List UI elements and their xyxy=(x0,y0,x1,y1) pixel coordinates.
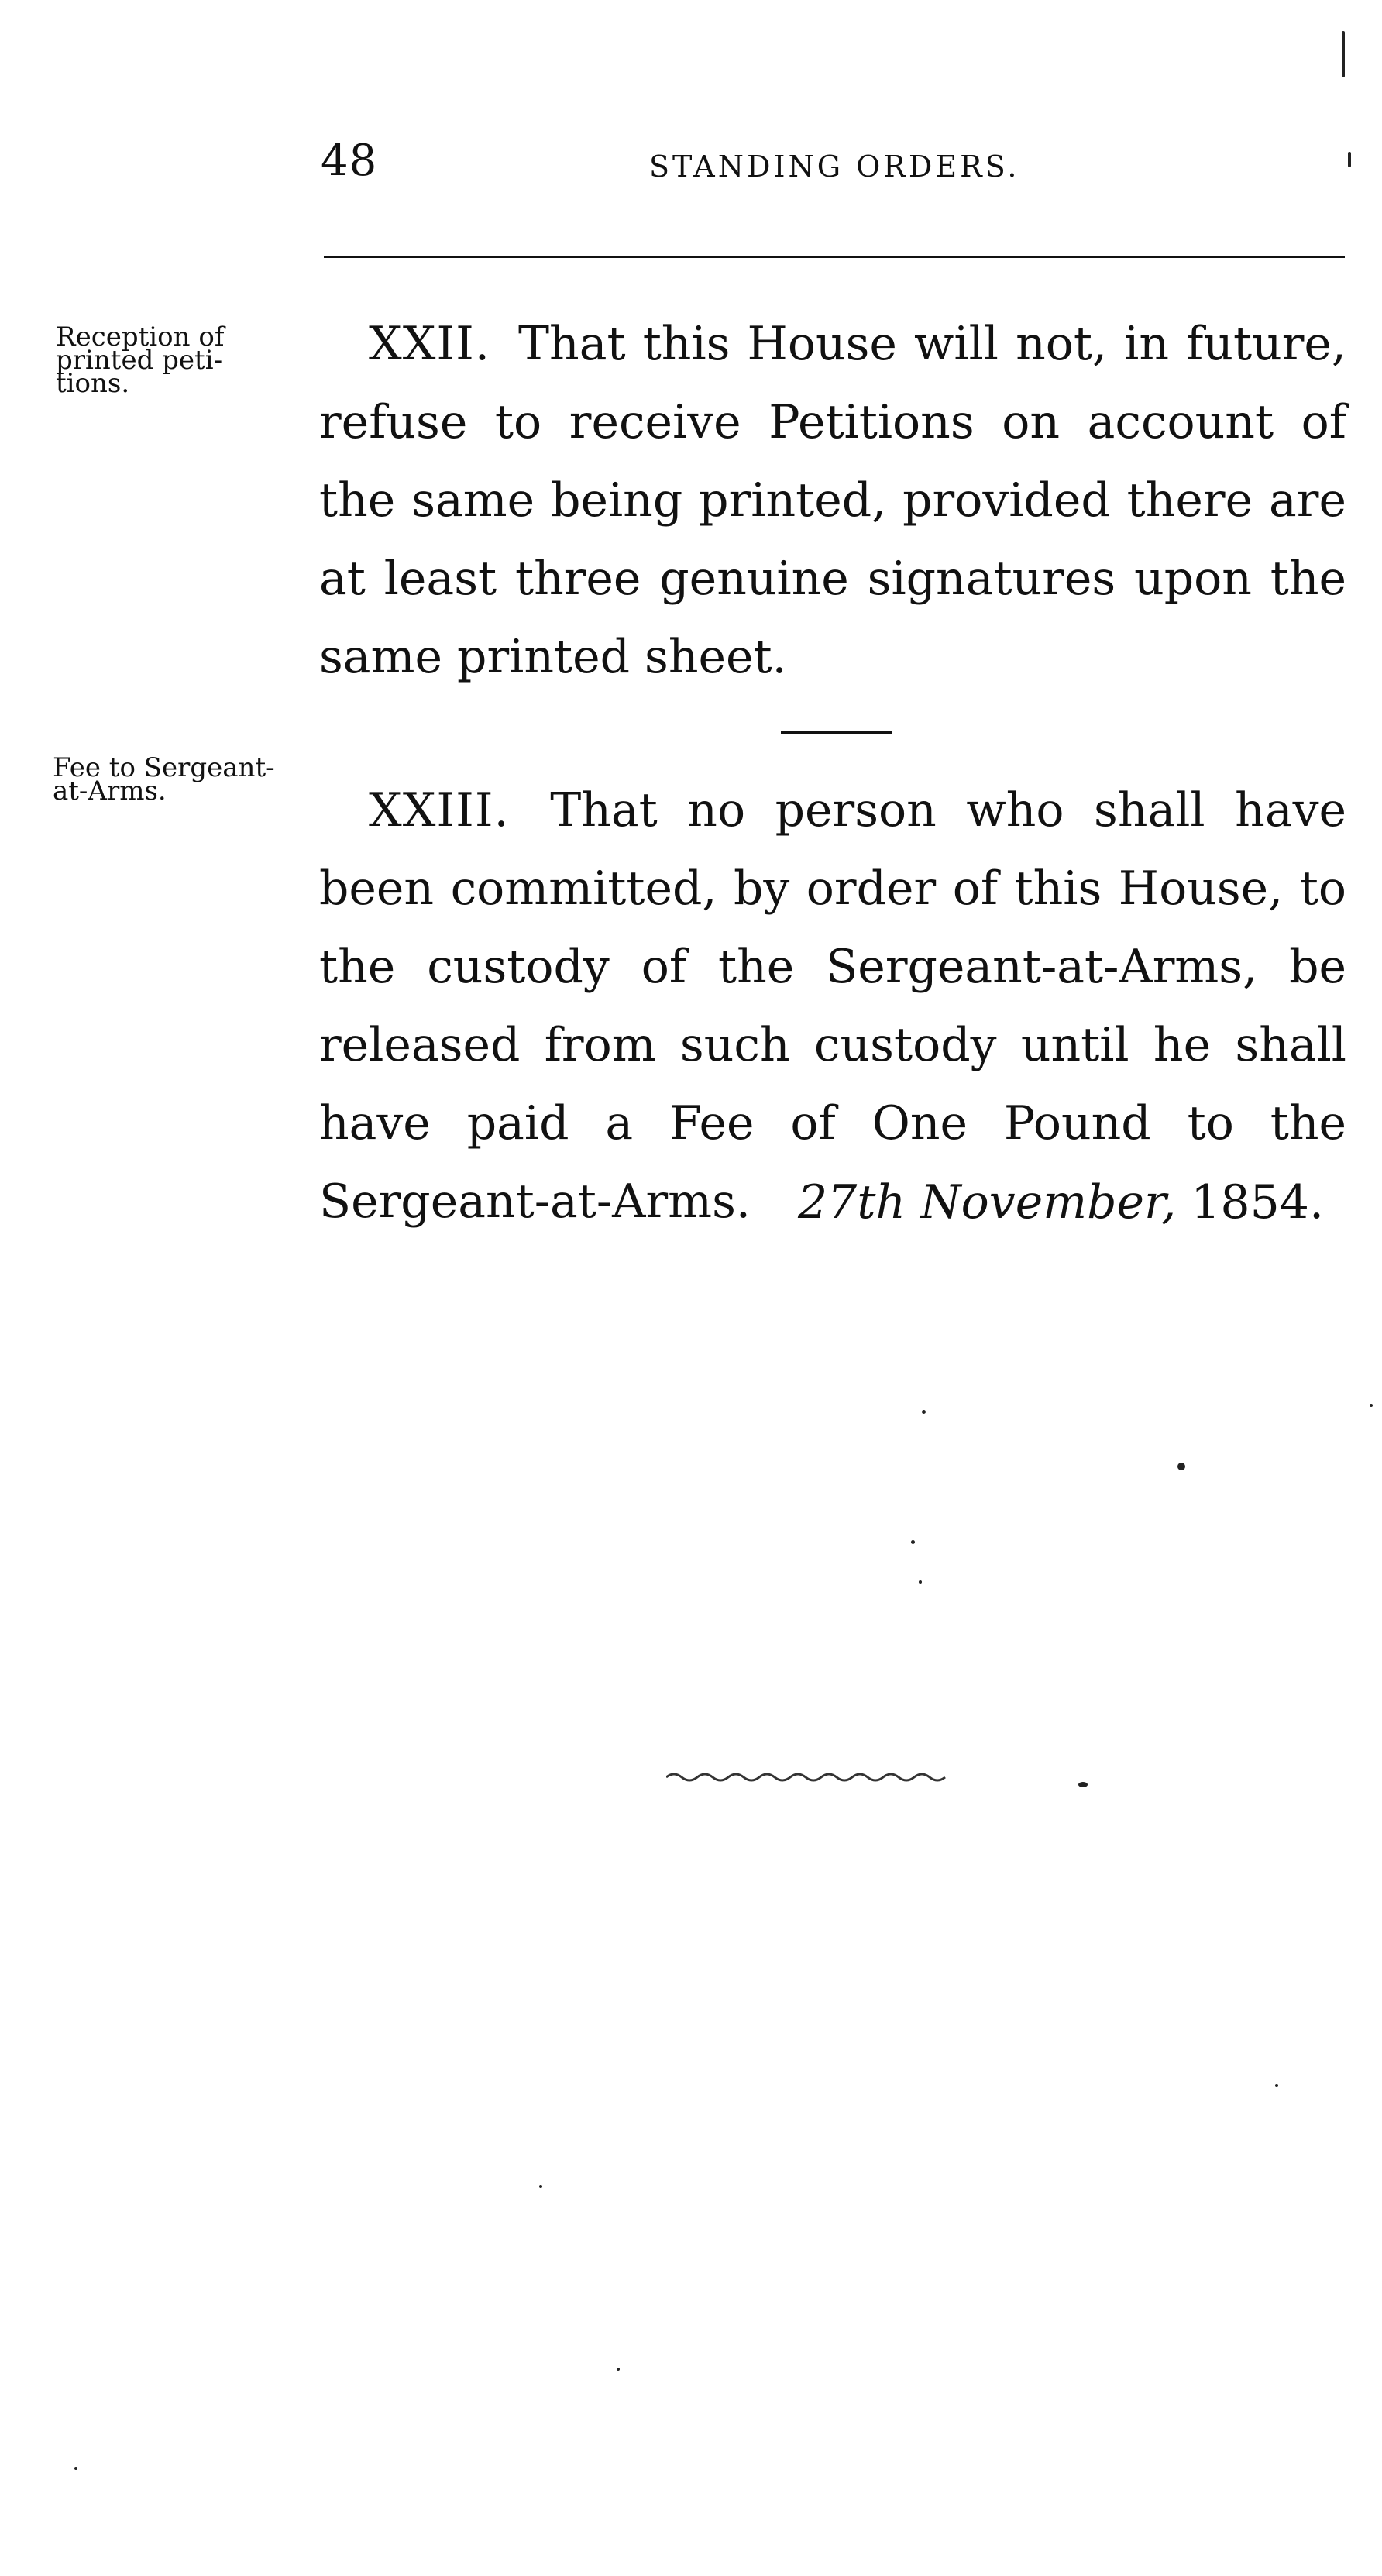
side-note-line: tions. xyxy=(56,368,130,399)
page-number: 48 xyxy=(321,136,378,186)
wavy-ornament xyxy=(666,1768,1038,1787)
side-note-line: at-Arms. xyxy=(53,776,167,807)
standing-order-xxii xyxy=(319,305,1346,696)
ink-speck xyxy=(539,2185,542,2188)
header-rule xyxy=(324,256,1345,258)
order-text: That no person who shall have been committed, by order of this House, to the custody of the Sergeant-at-Arms, be released from such custody until he shall have paid a Fee of One Pound to the Sergeant-at-Arms. xyxy=(319,783,1346,1229)
ink-speck xyxy=(911,1540,915,1544)
ink-speck xyxy=(922,1410,926,1414)
order-text: That this House will not, in future, refuse to receive Petitions on account of the same being printed, provided there are at least three genuine signatures upon the same printed sheet. xyxy=(319,317,1346,684)
order-numeral: XXIII. xyxy=(369,783,510,837)
side-note-line: Fee to Sergeant- xyxy=(53,752,275,783)
running-head: STANDING ORDERS. xyxy=(649,150,1020,184)
ink-speck xyxy=(617,2368,620,2371)
date-line xyxy=(798,1171,1324,1233)
side-note-reception-of-printed-petitions xyxy=(56,322,335,399)
ink-speck xyxy=(1342,31,1345,77)
date-day-month: 27th November, xyxy=(798,1175,1177,1230)
order-numeral: XXII. xyxy=(369,317,490,371)
ink-speck xyxy=(919,1580,922,1584)
ink-speck xyxy=(1078,1782,1088,1787)
ink-speck xyxy=(1177,1463,1185,1470)
ink-speck xyxy=(1348,152,1351,167)
ink-speck xyxy=(1370,1404,1373,1407)
side-note-fee-to-sergeant-at-arms xyxy=(53,752,332,807)
ink-speck xyxy=(1275,2084,1278,2087)
side-note-line: printed peti- xyxy=(56,345,223,376)
side-note-line: Reception of xyxy=(56,322,225,353)
ink-speck xyxy=(74,2467,77,2470)
section-divider xyxy=(781,731,892,734)
date-year: 1854. xyxy=(1176,1175,1325,1230)
